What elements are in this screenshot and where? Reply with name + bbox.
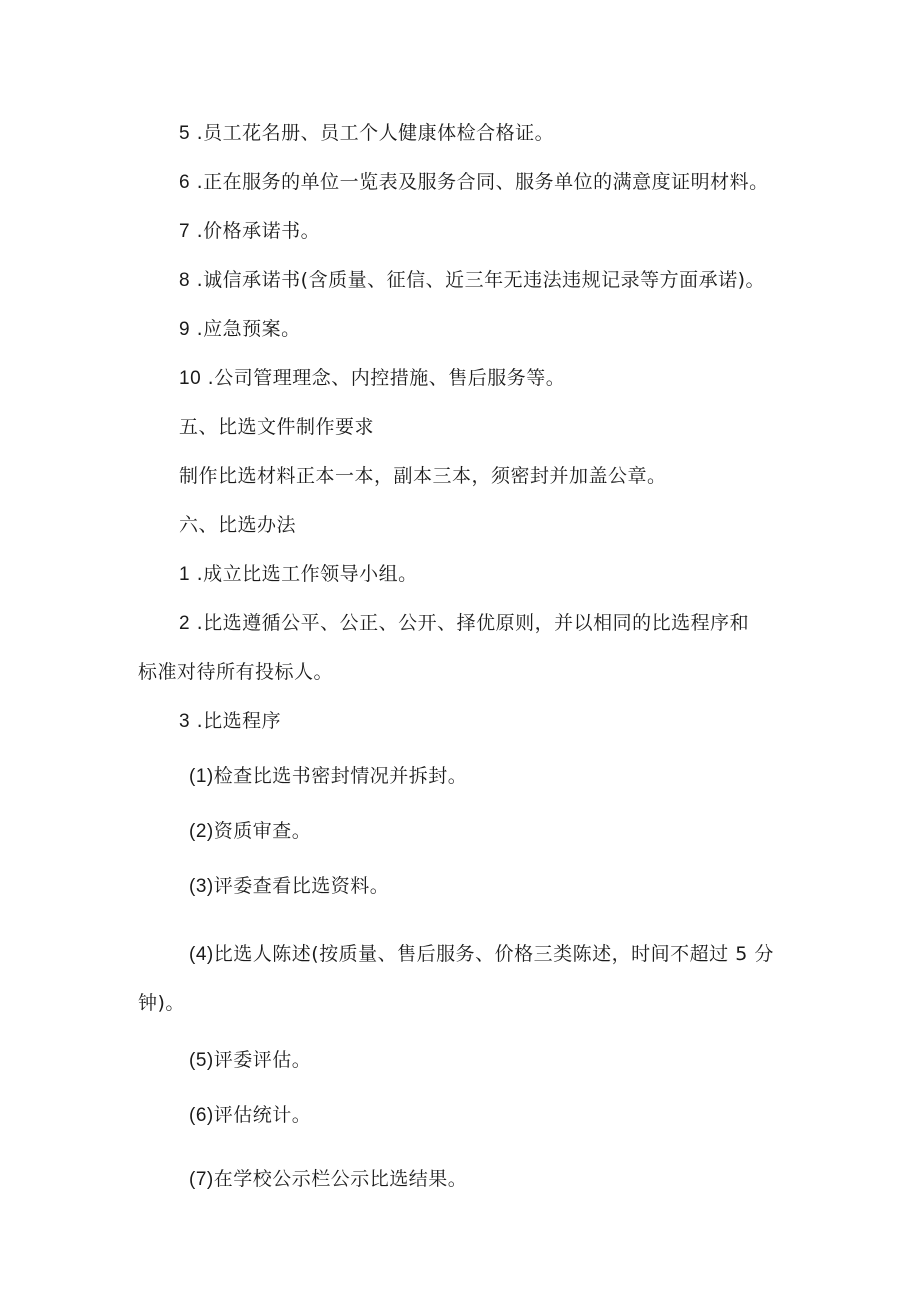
paragraph-continuation: 钟)。: [138, 992, 185, 1014]
list-item: [179, 562, 418, 587]
item-text: .员工花名册、员工个人健康体检合格证。: [190, 122, 555, 144]
procedure-step: [189, 1103, 311, 1128]
list-item: [179, 170, 769, 195]
paragraph: 制作比选材料正本一本，副本三本，须密封并加盖公章。: [179, 465, 667, 487]
list-item: [179, 709, 281, 734]
procedure-step: [189, 942, 774, 967]
list-item: [179, 268, 765, 293]
item-text: .比选遵循公平、公正、公开、择优原则，并以相同的比选程序和: [190, 612, 750, 634]
list-item: [179, 317, 301, 342]
step-text: 评委评估。: [213, 1049, 312, 1071]
procedure-step: [189, 764, 467, 789]
item-text: .价格承诺书。: [190, 220, 321, 242]
item-number: 7: [179, 221, 191, 242]
step-text: 在学校公示栏公示比选结果。: [213, 1168, 468, 1190]
procedure-step: [189, 1167, 467, 1192]
item-number: 5: [179, 123, 191, 144]
step-number: (1): [189, 766, 214, 787]
step-text: 评委查看比选资料。: [213, 875, 390, 897]
item-number: 10: [179, 368, 202, 389]
item-text: .成立比选工作领导小组。: [190, 563, 418, 585]
step-text: 比选人陈述(按质量、售后服务、价格三类陈述，时间不超过 5 分: [213, 943, 774, 965]
item-text: .诚信承诺书(含质量、征信、近三年无违法违规记录等方面承诺)。: [190, 269, 765, 291]
step-number: (4): [189, 944, 214, 965]
procedure-step: [189, 1048, 311, 1073]
item-text: .公司管理理念、内控措施、售后服务等。: [201, 367, 566, 389]
step-number: (6): [189, 1105, 214, 1126]
procedure-step: [189, 819, 311, 844]
step-number: (7): [189, 1169, 214, 1190]
item-text: .应急预案。: [190, 318, 301, 340]
item-number: 8: [179, 270, 191, 291]
item-number: 9: [179, 319, 191, 340]
item-number: 6: [179, 172, 191, 193]
step-text: 资质审查。: [213, 820, 312, 842]
list-item: [179, 121, 554, 146]
list-item: [179, 366, 565, 391]
step-number: (5): [189, 1050, 214, 1071]
paragraph-continuation: 标准对待所有投标人。: [138, 661, 334, 683]
section-heading: 六、比选办法: [179, 514, 297, 536]
list-item: [179, 219, 320, 244]
list-item: [179, 611, 749, 636]
step-number: (3): [189, 876, 214, 897]
section-heading: 五、比选文件制作要求: [179, 416, 375, 438]
step-text: 检查比选书密封情况并拆封。: [213, 765, 468, 787]
item-number: 1: [179, 564, 191, 585]
item-text: .正在服务的单位一览表及服务合同、服务单位的满意度证明材料。: [190, 171, 769, 193]
item-number: 3: [179, 711, 191, 732]
procedure-step: [189, 874, 389, 899]
step-number: (2): [189, 821, 214, 842]
item-text: .比选程序: [190, 710, 282, 732]
item-number: 2: [179, 613, 191, 634]
step-text: 评估统计。: [213, 1104, 312, 1126]
